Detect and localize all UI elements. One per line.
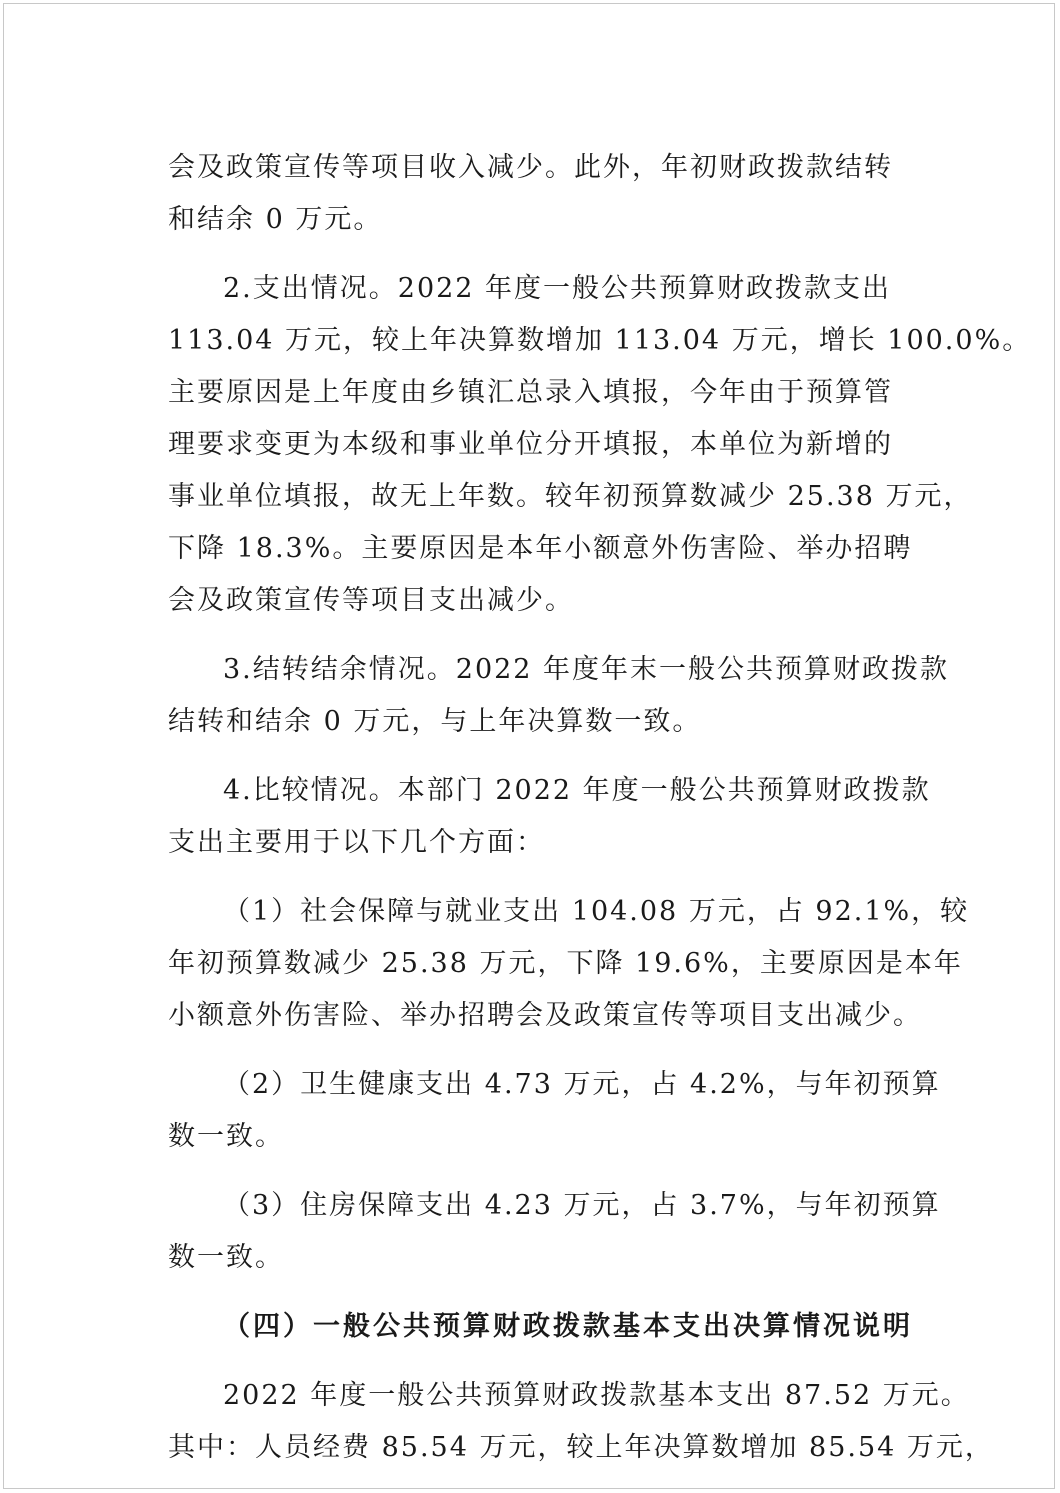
text-line: 支出主要用于以下几个方面：	[168, 827, 545, 858]
text-line: （2）卫生健康支出 4.73 万元，占 4.2%，与年初预算	[223, 1069, 941, 1100]
text-line: 2.支出情况。2022 年度一般公共预算财政拨款支出	[223, 273, 892, 304]
text-line: 年初预算数减少 25.38 万元，下降 19.6%，主要原因是本年	[168, 948, 963, 979]
paragraph-basic-expenditure	[168, 1370, 994, 1474]
document-body	[168, 142, 1032, 1489]
text-line: 数一致。	[168, 1121, 284, 1152]
text-line: 会及政策宣传等项目收入减少。此外，年初财政拨款结转	[168, 152, 893, 183]
text-line: 数一致。	[168, 1242, 284, 1273]
text-line: 会及政策宣传等项目支出减少。	[168, 585, 574, 616]
text-line: 下降 18.3%。主要原因是本年小额意外伤害险、举办招聘	[168, 533, 913, 564]
text-line: 小额意外伤害险、举办招聘会及政策宣传等项目支出减少。	[168, 1000, 922, 1031]
paragraph-carryover	[168, 644, 950, 748]
section-heading-basic-expenditure	[168, 1301, 928, 1353]
section-heading: （四）一般公共预算财政拨款基本支出决算情况说明	[223, 1311, 913, 1342]
text-line: 3.结转结余情况。2022 年度年末一般公共预算财政拨款	[223, 654, 950, 685]
text-line: 主要原因是上年度由乡镇汇总录入填报，今年由于预算管	[168, 377, 893, 408]
text-line: 和结余 0 万元。	[168, 204, 383, 235]
paragraph-expenditure	[168, 263, 1032, 627]
text-line: 2022 年度一般公共预算财政拨款基本支出 87.52 万元。	[223, 1380, 970, 1411]
text-line: （3）住房保障支出 4.23 万元，占 3.7%，与年初预算	[223, 1190, 941, 1221]
paragraph-housing	[168, 1180, 941, 1284]
text-line: 结转和结余 0 万元，与上年决算数一致。	[168, 706, 702, 737]
text-line: 4.比较情况。本部门 2022 年度一般公共预算财政拨款	[223, 775, 931, 806]
text-line: （1）社会保障与就业支出 104.08 万元，占 92.1%，较	[223, 896, 970, 927]
paragraph-comparison	[168, 765, 931, 869]
paragraph-health	[168, 1059, 941, 1163]
text-line: 理要求变更为本级和事业单位分开填报，本单位为新增的	[168, 429, 893, 460]
text-line: 113.04 万元，较上年决算数增加 113.04 万元，增长 100.0%。	[168, 325, 1032, 356]
text-line: 其中：人员经费 85.54 万元，较上年决算数增加 85.54 万元，	[168, 1432, 994, 1463]
text-line: 事业单位填报，故无上年数。较年初预算数减少 25.38 万元，	[168, 481, 973, 512]
paragraph-income-continued	[168, 142, 928, 246]
document-page	[3, 3, 1055, 1489]
paragraph-social-security	[168, 886, 970, 1042]
